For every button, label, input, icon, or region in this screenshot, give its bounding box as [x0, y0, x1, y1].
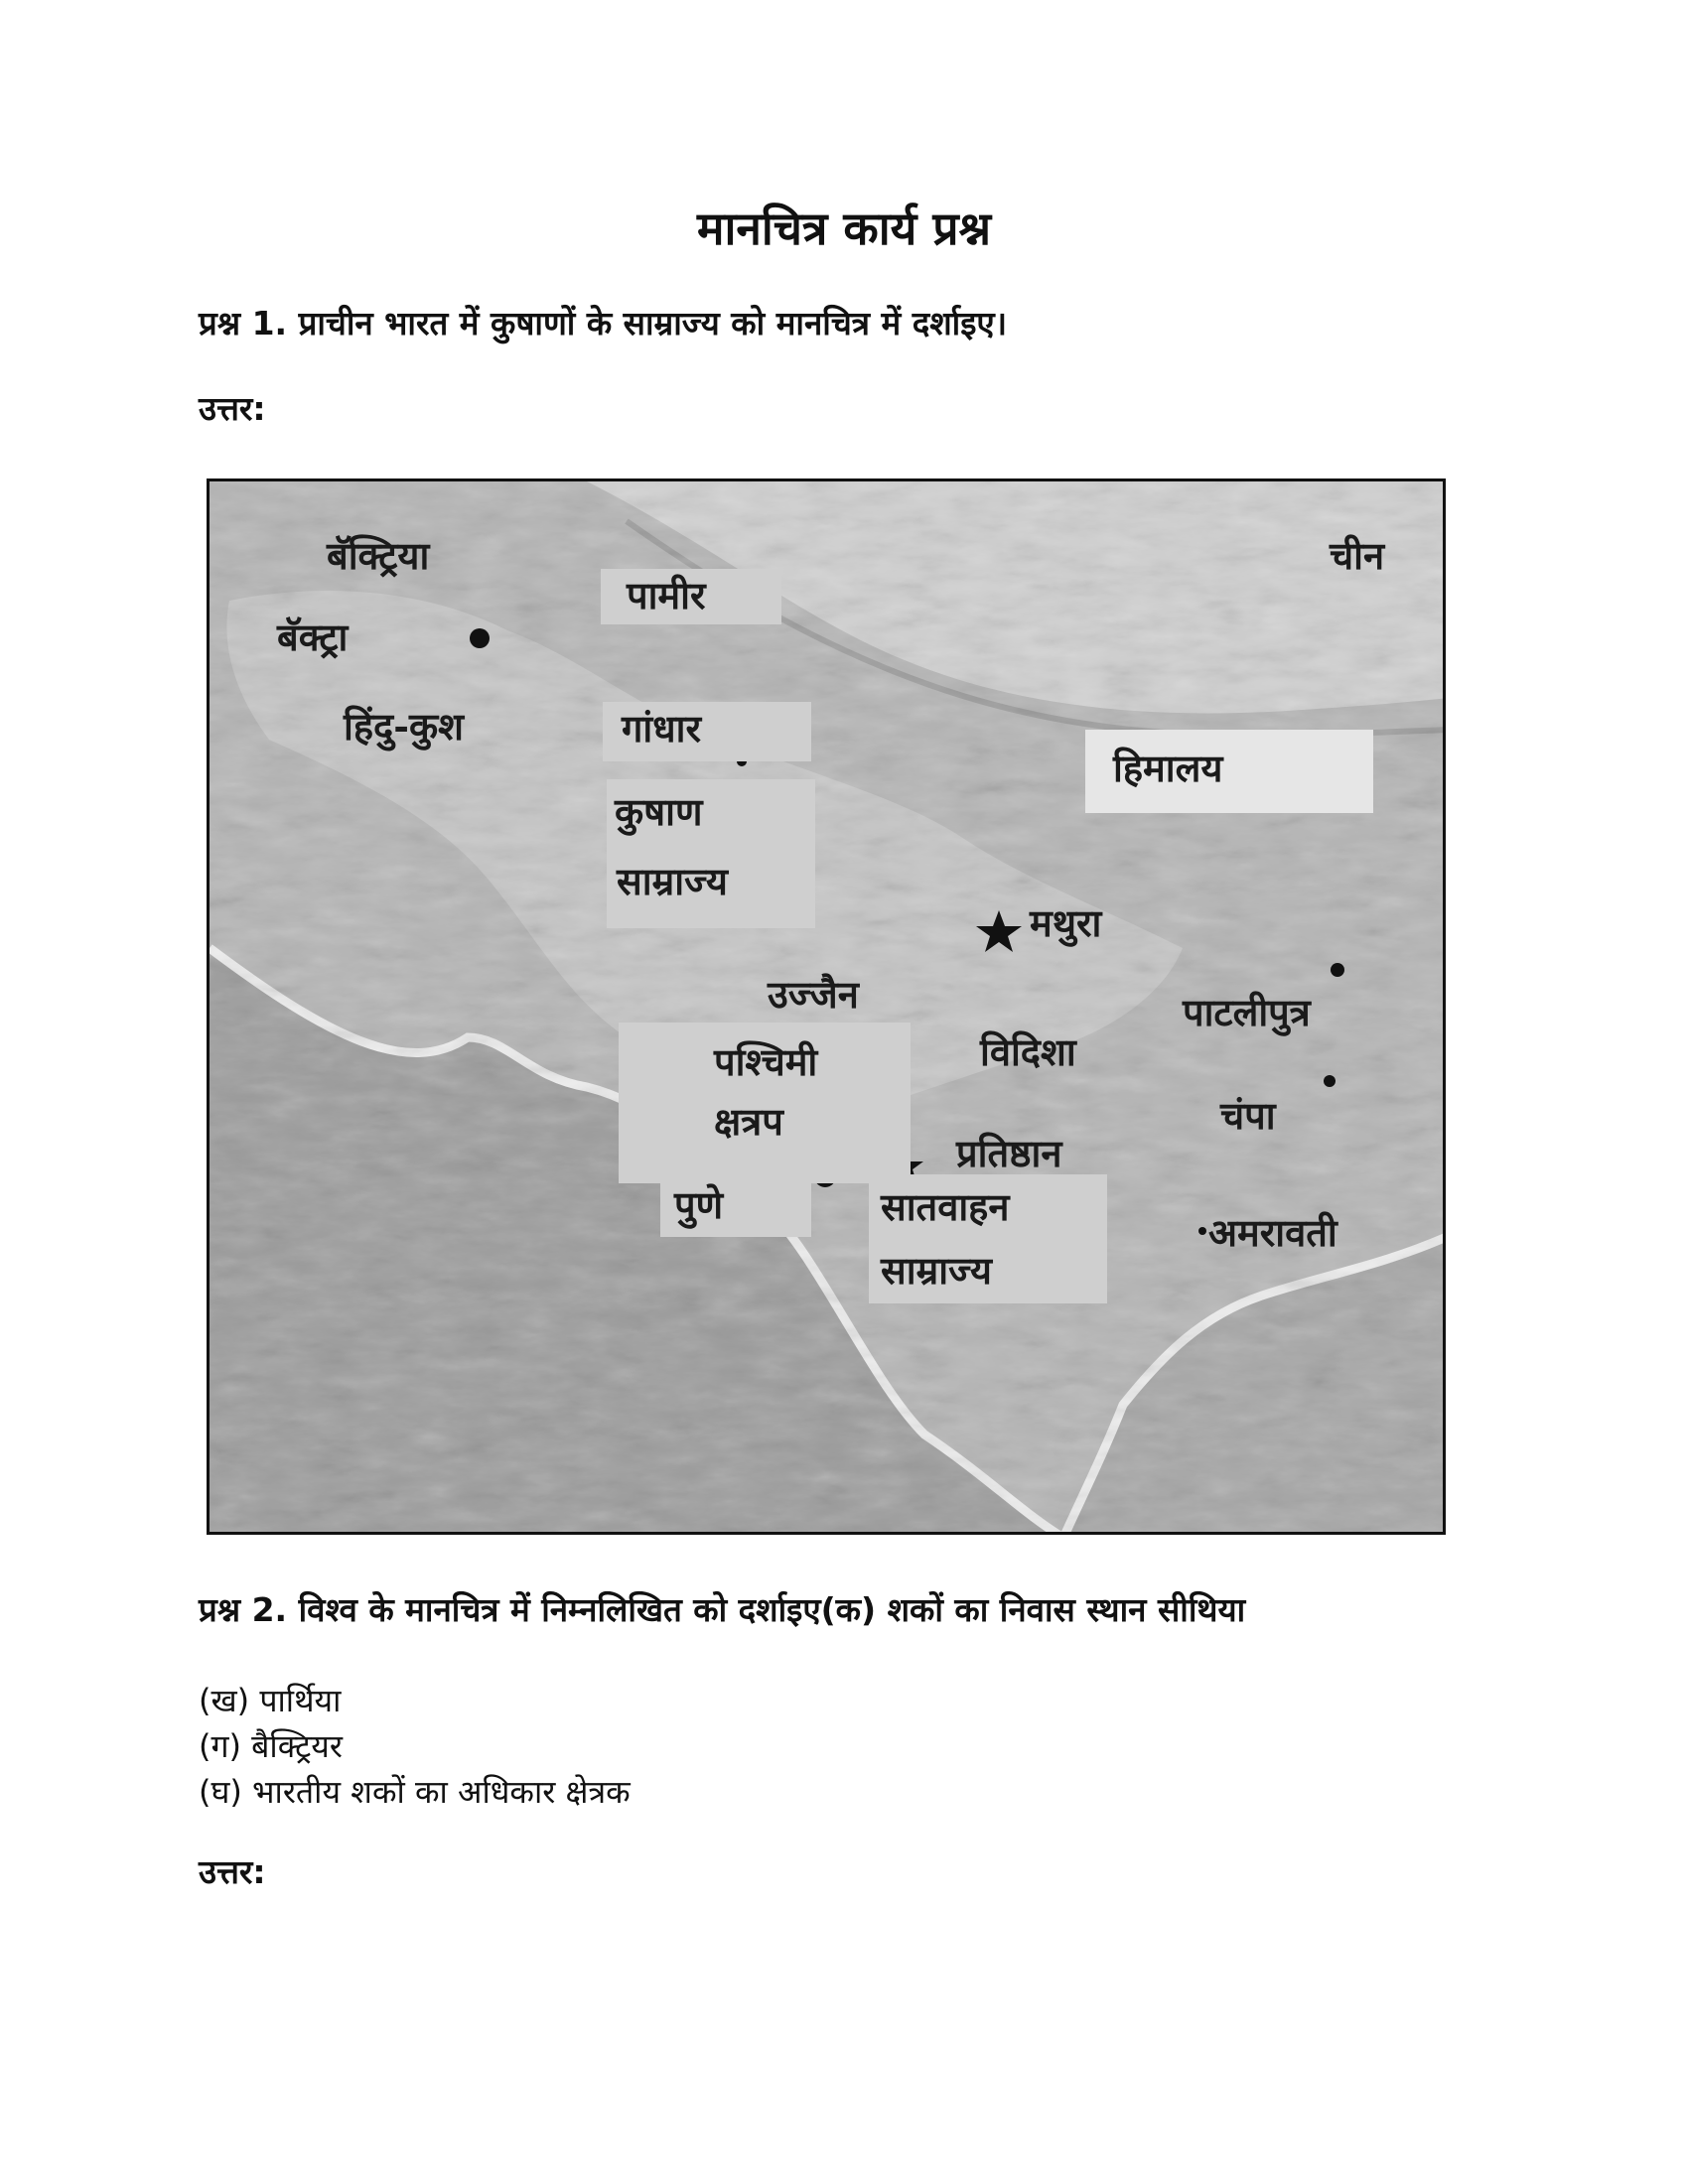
option-kha: (ख) पार्थिया [199, 1682, 342, 1719]
kushan-empire-map [207, 478, 1446, 1535]
option-gha: (घ) भारतीय शकों का अधिकार क्षेत्रक [199, 1773, 631, 1811]
question-2: प्रश्न 2. विश्व के मानचित्र में निम्नलिखित को दर्शाइए(क) शकों का निवास स्थान सीथिया [199, 1590, 1246, 1629]
label-pune: पुणे [674, 1182, 724, 1227]
label-paschimi: पश्चिमी [714, 1039, 818, 1084]
label-gandhara: गांधार [622, 706, 701, 751]
label-bactria: बॅक्ट्रिया [327, 533, 430, 578]
question-2-options [199, 1678, 631, 1815]
answer-label-1: उत्तर: [199, 389, 266, 428]
label-kushan: कुषाण [615, 789, 703, 834]
champa-marker [1324, 1075, 1336, 1087]
label-amravati: अमरावती [1208, 1210, 1337, 1255]
question-1: प्रश्न 1. प्राचीन भारत में कुषाणों के साम्राज्य को मानचित्र में दर्शाइए। [199, 304, 1008, 342]
pataliputra-marker [1331, 963, 1344, 977]
label-pamir: पामीर [627, 573, 706, 617]
label-himalaya: हिमालय [1113, 746, 1223, 790]
answer-label-2: उत्तर: [199, 1852, 266, 1891]
label-ujjain: उज्जैन [768, 972, 859, 1017]
amravati-marker [1198, 1227, 1206, 1235]
bactra-marker [470, 628, 490, 648]
label-champa: चंपा [1220, 1093, 1276, 1138]
label-bactra: बॅक्ट्रा [277, 614, 349, 659]
label-china: चीन [1330, 533, 1385, 578]
label-pratishthan: प्रतिष्ठान [956, 1131, 1062, 1175]
label-pataliputra: पाटलीपुत्र [1183, 990, 1311, 1034]
label-satavahan-samrajya: साम्राज्य [881, 1248, 992, 1293]
label-kushan-samrajya: साम्राज्य [617, 859, 728, 903]
label-mathura: मथुरा [1030, 900, 1102, 945]
page-title: मानचित्र कार्य प्रश्न [696, 202, 992, 255]
label-vidisha: विदिशा [980, 1029, 1076, 1074]
label-hindukush: हिंदु-कुश [344, 704, 464, 749]
label-satavahan: सातवाहन [881, 1184, 1010, 1229]
label-kshatrap: क्षत्रप [714, 1099, 783, 1144]
option-ga: (ग) बैक्ट्रियर [199, 1727, 343, 1765]
